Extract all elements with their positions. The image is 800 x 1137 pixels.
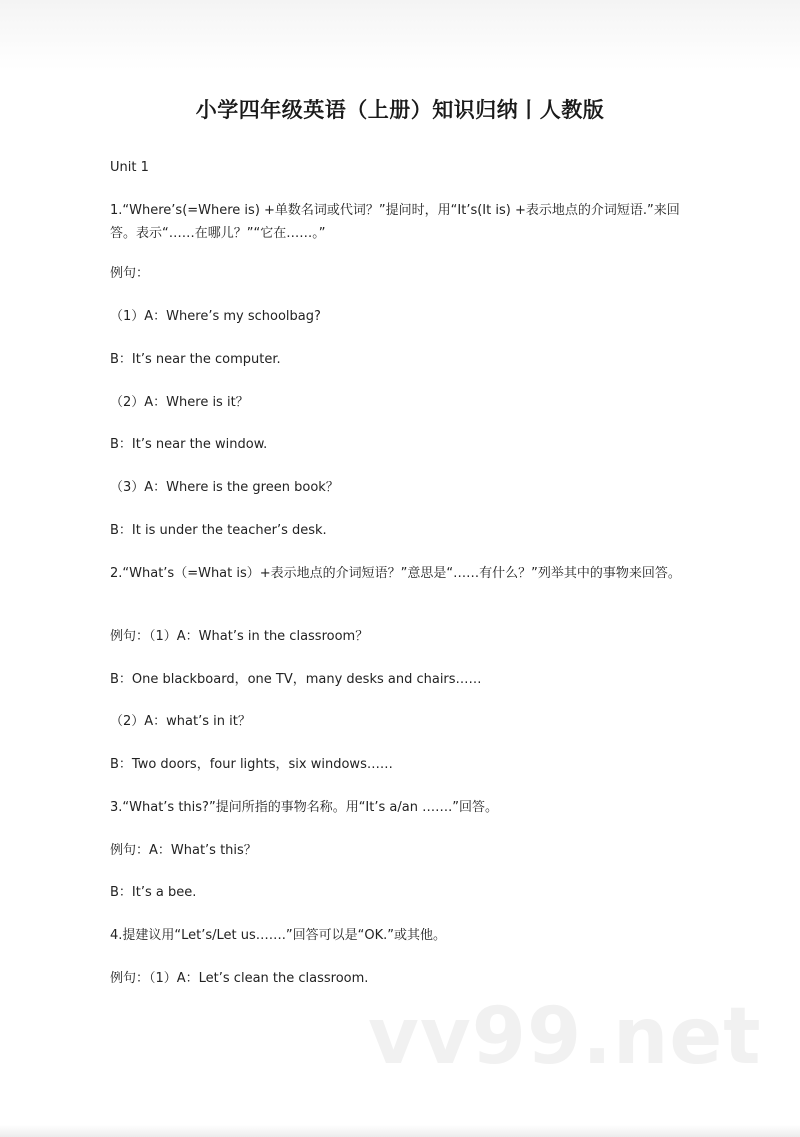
example-label: 例句： xyxy=(110,266,150,281)
unit-heading: Unit 1 xyxy=(110,160,149,175)
rule-3-text: 3.“What’s this?”提问所指的事物名称。用“It’s a/an …….”回答。 xyxy=(110,800,498,815)
rule-1-text: 1.“Where’s(=Where is) +单数名词或代词？”提问时，用“It’s(It is) +表示地点的介词短语.”来回答。表示“……在哪儿？”“它在……。” xyxy=(110,203,680,241)
example-line: 例句：（1）A：Let’s clean the classroom. xyxy=(110,971,369,986)
rule-4-text: 4.提建议用“Let’s/Let us…….”回答可以是“OK.”或其他。 xyxy=(110,928,447,943)
watermark-text: vv99.net xyxy=(368,992,762,1082)
page-top-shade xyxy=(0,0,800,70)
example-line: 例句：A：What’s this？ xyxy=(110,843,257,858)
example-line: （2）A：what’s in it？ xyxy=(110,714,251,729)
example-line: B：It is under the teacher’s desk. xyxy=(110,523,327,538)
example-line: （3）A：Where is the green book？ xyxy=(110,480,339,495)
document-title: 小学四年级英语（上册）知识归纳丨人教版 xyxy=(195,98,605,122)
example-line: B：It’s a bee. xyxy=(110,885,197,900)
example-line: B：One blackboard，one TV，many desks and chairs…… xyxy=(110,672,482,687)
example-line: B：It’s near the computer. xyxy=(110,352,281,367)
example-line: B：It’s near the window. xyxy=(110,437,268,452)
example-line: （1）A：Where’s my schoolbag? xyxy=(110,309,321,324)
page-bottom-edge xyxy=(0,1125,800,1137)
example-line: 例句：（1）A：What’s in the classroom？ xyxy=(110,629,369,644)
example-line: （2）A：Where is it？ xyxy=(110,395,249,410)
rule-2-text: 2.“What’s（=What is）+表示地点的介词短语？”意思是“……有什么？”列举其中的事物来回答。 xyxy=(110,566,681,581)
example-line: B：Two doors，four lights，six windows…… xyxy=(110,757,393,772)
